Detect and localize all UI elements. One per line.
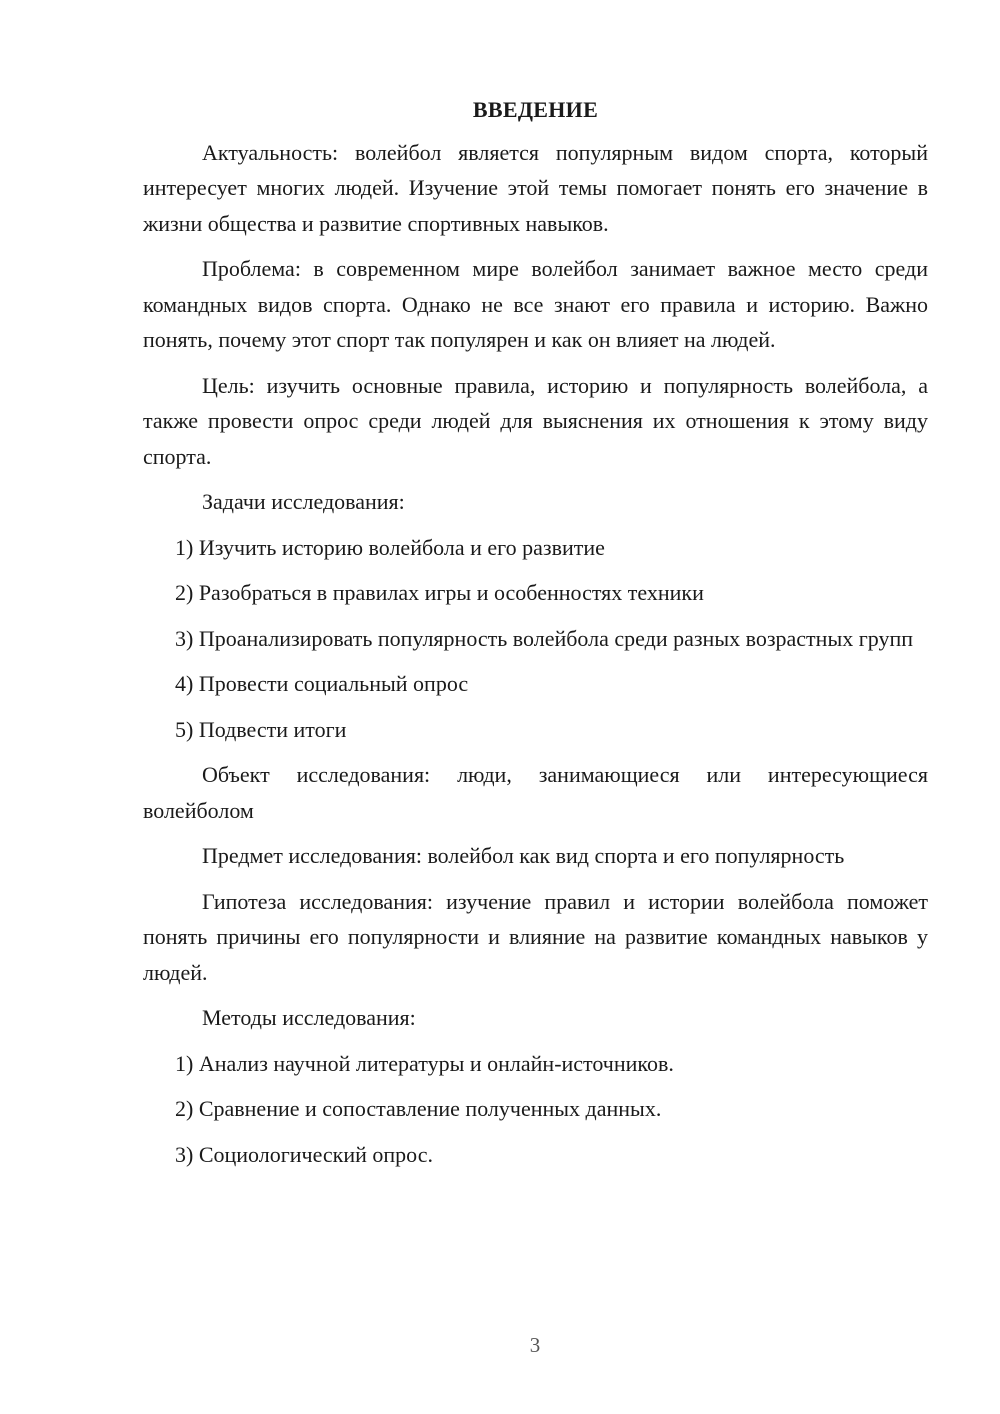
section-title: ВВЕДЕНИЕ [472,97,599,122]
page-content [143,92,928,1182]
hypothesis-paragraph: Гипотеза исследования: изучение правил и истории волейбола поможет понять причины его популярности и влияние на развитие командных навыков у людей. [143,888,928,985]
relevance-paragraph: Актуальность: волейбол является популярным видом спорта, который интересует многих людей. Изучение этой темы помогает понять его значение в жизни общества и развитие спортивных навыков. [143,139,928,236]
methods-heading: Методы исследования: [202,1005,416,1030]
problem-paragraph: Проблема: в современном мире волейбол занимает важное место среди командных видов спорта. Однако не все знают его правила и историю. Важно понять, почему этот спорт так популярен и как он влияет на людей. [143,256,928,352]
task-item-5: 5) Подвести итоги [175,716,347,742]
tasks-heading: Задачи исследования: [202,489,405,514]
method-item-3: 3) Социологический опрос. [175,1141,433,1167]
task-item-4: 4) Провести социальный опрос [175,671,469,696]
object-paragraph: Объект исследования: люди, занимающиеся или интересующиеся волейболом [143,762,928,823]
task-item-1: 1) Изучить историю волейбола и его развитие [175,534,605,560]
task-item-3: 3) Проанализировать популярность волейбола среди разных возрастных групп [175,625,914,651]
page-number: 3 [529,1333,541,1357]
method-item-2: 2) Сравнение и сопоставление полученных данных. [175,1096,662,1121]
goal-paragraph: Цель: изучить основные правила, историю и популярность волейбола, а также провести опрос среди людей для выяснения их отношения к этому виду спорта. [143,372,928,469]
subject-paragraph: Предмет исследования: волейбол как вид спорта и его популярность [202,843,845,868]
method-item-1: 1) Анализ научной литературы и онлайн-источников. [175,1050,674,1076]
task-item-2: 2) Разобраться в правилах игры и особенностях техники [175,580,704,605]
